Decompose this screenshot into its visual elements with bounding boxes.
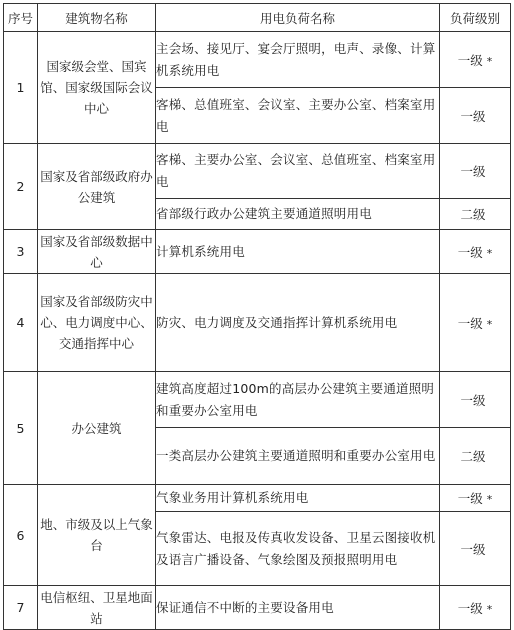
- header-load: 用电负荷名称: [156, 4, 440, 32]
- header-building: 建筑物名称: [38, 4, 156, 32]
- load-name: 客梯、主要办公室、会议室、总值班室、档案室用电: [156, 144, 440, 199]
- load-level: [440, 428, 511, 485]
- level-text: 二级: [460, 207, 486, 222]
- building-name: 地、市级及以上气象台: [38, 485, 156, 586]
- load-name: 建筑高度超过100m的高层办公建筑主要通道照明和重要办公室用电: [156, 372, 440, 428]
- level-text: 一级: [457, 52, 483, 68]
- table-row: [4, 144, 511, 199]
- table-row: [4, 32, 511, 88]
- level-text: 一级: [457, 491, 483, 506]
- load-name: 主会场、接见厅、宴会厅照明，电声、录像、计算机系统用电: [156, 32, 440, 88]
- load-level: [440, 88, 511, 144]
- load-level: [440, 586, 511, 630]
- header-index: 序号: [4, 4, 38, 32]
- header-level: 负荷级别: [440, 4, 511, 32]
- level-text: 一级: [460, 392, 486, 408]
- level-mark: *: [486, 54, 493, 68]
- level-mark: *: [486, 602, 493, 616]
- load-level: [440, 199, 511, 230]
- level-mark: *: [486, 317, 493, 331]
- load-level: [440, 485, 511, 512]
- row-index: 5: [4, 372, 38, 485]
- row-index: 3: [4, 230, 38, 274]
- table-row: [4, 230, 511, 274]
- table-row: [4, 485, 511, 512]
- load-level: [440, 32, 511, 88]
- level-text: 一级: [457, 315, 483, 331]
- load-name: 保证通信不中断的主要设备用电: [156, 586, 440, 630]
- row-index: 4: [4, 274, 38, 372]
- load-name: 气象雷达、电报及传真收发设备、卫星云图接收机及语言广播设备、气象绘图及预报照明用电: [156, 512, 440, 586]
- load-level: [440, 144, 511, 199]
- level-text: 一级: [460, 541, 486, 557]
- load-name: 省部级行政办公建筑主要通道照明用电: [156, 199, 440, 230]
- row-index: 6: [4, 485, 38, 586]
- level-text: 一级: [457, 244, 483, 260]
- load-name: 一类高层办公建筑主要通道照明和重要办公室用电: [156, 428, 440, 485]
- load-level-table: [3, 3, 511, 630]
- row-index: 7: [4, 586, 38, 630]
- load-level: [440, 372, 511, 428]
- load-name: 计算机系统用电: [156, 230, 440, 274]
- table-row: [4, 372, 511, 428]
- row-index: 1: [4, 32, 38, 144]
- level-text: 二级: [460, 449, 486, 464]
- row-index: 2: [4, 144, 38, 230]
- building-name: 办公建筑: [38, 372, 156, 485]
- table-row: [4, 274, 511, 372]
- load-name: 气象业务用计算机系统用电: [156, 485, 440, 512]
- building-name: 国家级会堂、国宾馆、国家级国际会议中心: [38, 32, 156, 144]
- load-level: [440, 274, 511, 372]
- building-name: 国家及省部级防灾中心、电力调度中心、交通指挥中心: [38, 274, 156, 372]
- level-text: 一级: [457, 600, 483, 616]
- level-mark: *: [486, 493, 493, 506]
- load-level: [440, 512, 511, 586]
- table-header-row: [4, 4, 511, 32]
- building-name: 电信枢纽、卫星地面站: [38, 586, 156, 630]
- level-text: 一级: [460, 164, 486, 179]
- table-row: [4, 586, 511, 630]
- building-name: 国家及省部级政府办公建筑: [38, 144, 156, 230]
- building-name: 国家及省部级数据中心: [38, 230, 156, 274]
- load-name: 客梯、总值班室、会议室、主要办公室、档案室用电: [156, 88, 440, 144]
- level-text: 一级: [460, 108, 486, 124]
- load-name: 防灾、电力调度及交通指挥计算机系统用电: [156, 274, 440, 372]
- load-level: [440, 230, 511, 274]
- level-mark: *: [486, 246, 493, 260]
